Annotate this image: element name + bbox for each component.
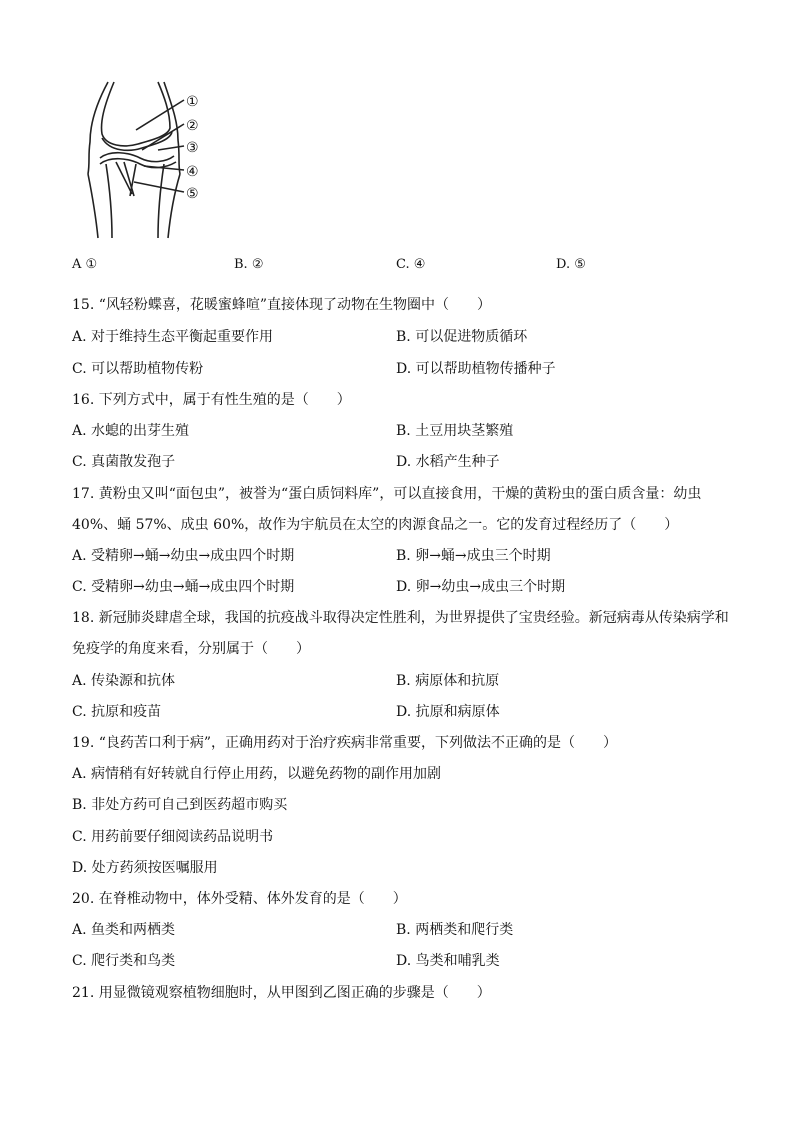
q15-option-b: B. 可以促进物质循环 [396,329,528,345]
q18-stem-line1: 18. 新冠肺炎肆虐全球，我国的抗疫战斗取得决定性胜利，为世界提供了宝贵经验。新冠病毒从传染病学和 [72,610,729,626]
q16-option-b: B. 土豆用块茎繁殖 [396,423,514,439]
q19-option-d: D. 处方药须按医嘱服用 [72,860,218,876]
q18-option-b: B. 病原体和抗原 [396,673,500,689]
q14-option-c: C. ④ [396,257,426,272]
q19-stem: 19. “良药苦口利于病”，正确用药对于治疗疾病非常重要，下列做法不正确的是（ ） [72,735,618,751]
label-2: ② [186,118,199,134]
q20-option-a: A. 鱼类和两栖类 [72,922,176,938]
q15-option-a: A. 对于维持生态平衡起重要作用 [72,329,274,345]
q17-stem-line1: 17. 黄粉虫又叫“面包虫”，被誉为“蛋白质饲料库”，可以直接食用，干燥的黄粉虫的蛋白质含量：幼虫 [72,486,702,502]
q18-option-a: A. 传染源和抗体 [72,673,176,689]
q19-option-b: B. 非处方药可自己到医药超市购买 [72,797,288,813]
q17-option-a: A. 受精卵→蛹→幼虫→成虫四个时期 [72,548,295,564]
q18-option-d: D. 抗原和病原体 [396,704,500,720]
q18-option-c: C. 抗原和疫苗 [72,704,162,720]
q14-option-d: D. ⑤ [556,257,586,272]
label-4: ④ [186,164,199,180]
q19-option-a: A. 病情稍有好转就自行停止用药，以避免药物的副作用加剧 [72,766,442,782]
label-1: ① [186,94,199,110]
q17-stem-line2: 40%、蛹 57%、成虫 60%，故作为宇航员在太空的肉源食品之一。它的发育过程经历了（ ） [72,517,679,533]
q20-stem: 20. 在脊椎动物中，体外受精、体外发育的是（ ） [72,891,407,907]
q14-option-b: B. ② [234,257,264,272]
q16-option-c: C. 真菌散发孢子 [72,454,176,470]
label-3: ③ [186,140,199,156]
q17-option-c: C. 受精卵→幼虫→蛹→成虫四个时期 [72,579,295,595]
q20-option-b: B. 两栖类和爬行类 [396,922,514,938]
label-5: ⑤ [186,186,199,202]
q16-stem: 16. 下列方式中，属于有性生殖的是（ ） [72,392,351,408]
q19-option-c: C. 用药前要仔细阅读药品说明书 [72,829,274,845]
q16-option-d: D. 水稻产生种子 [396,454,500,470]
q17-option-b: B. 卵→蛹→成虫三个时期 [396,548,551,564]
joint-diagram [80,78,220,242]
q15-option-c: C. 可以帮助植物传粉 [72,361,204,377]
q17-option-d: D. 卵→幼虫→成虫三个时期 [396,579,566,595]
q15-option-d: D. 可以帮助植物传播种子 [396,361,556,377]
q21-stem: 21. 用显微镜观察植物细胞时，从甲图到乙图正确的步骤是（ ） [72,985,491,1001]
q14-option-a: A ① [72,257,98,272]
q20-option-c: C. 爬行类和鸟类 [72,953,176,969]
q20-option-d: D. 鸟类和哺乳类 [396,953,500,969]
q15-stem: 15. “风轻粉蝶喜，花暖蜜蜂喧”直接体现了动物在生物圈中（ ） [72,297,492,313]
q16-option-a: A. 水螅的出芽生殖 [72,423,190,439]
q18-stem-line2: 免疫学的角度来看，分别属于（ ） [72,641,310,657]
